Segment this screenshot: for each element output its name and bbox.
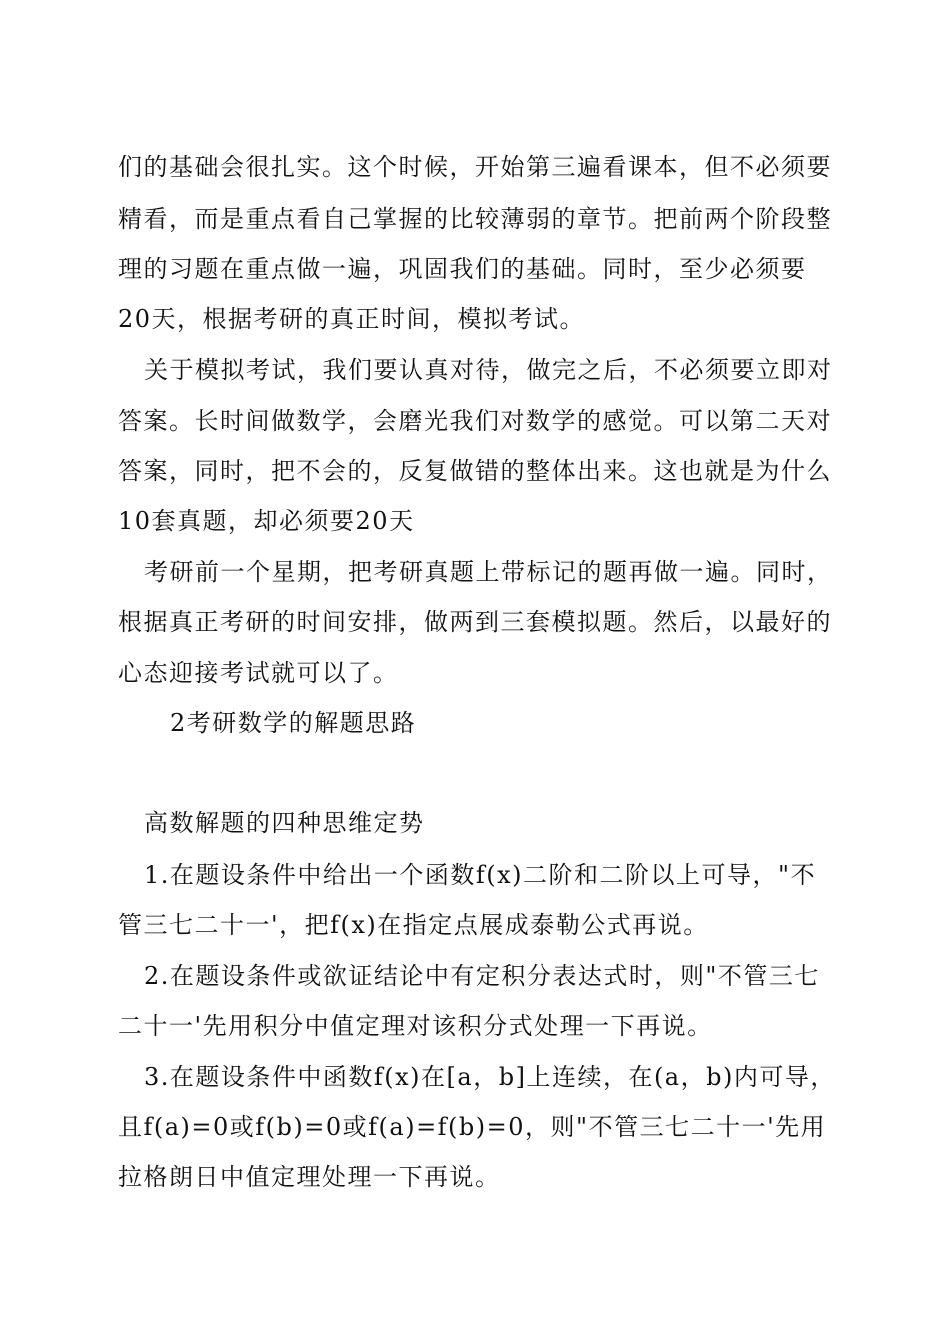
section-heading: 2考研数学的解题思路 (170, 709, 417, 737)
list-item-line: 3.在题设条件中函数f(x)在[a，b]上连续，在(a，b)内可导， (144, 1063, 836, 1091)
text-line: 精看，而是重点看自己掌握的比较薄弱的章节。把前两个阶段整 (118, 205, 832, 233)
text-line: 心态迎接考试就可以了。 (118, 659, 399, 687)
text-line: 们的基础会很扎实。这个时候，开始第三遍看课本，但不必须要 (118, 153, 832, 181)
list-item-line: 2.在题设条件或欲证结论中有定积分表达式时，则"不管三七 (144, 962, 820, 990)
list-item-line: 1.在题设条件中给出一个函数f(x)二阶和二阶以上可导，"不 (144, 861, 817, 889)
text-line: 20天，根据考研的真正时间，模拟考试。 (118, 305, 586, 333)
text-line: 根据真正考研的时间安排，做两到三套模拟题。然后，以最好的 (118, 608, 832, 636)
text-line: 且f(a)=0或f(b)=0或f(a)=f(b)=0，则"不管三七二十一'先用 (118, 1113, 827, 1141)
subsection-heading: 高数解题的四种思维定势 (144, 809, 425, 837)
text-line: 答案，同时，把不会的，反复做错的整体出来。这也就是为什么 (118, 457, 832, 485)
text-line: 答案。长时间做数学，会磨光我们对数学的感觉。可以第二天对 (118, 407, 832, 435)
text-line: 二十一'先用积分中值定理对该积分式处理一下再说。 (118, 1012, 713, 1040)
text-line: 理的习题在重点做一遍，巩固我们的基础。同时，至少必须要 (118, 255, 807, 283)
paragraph-start-line: 考研前一个星期，把考研真题上带标记的题再做一遍。同时， (144, 558, 833, 586)
text-line: 拉格朗日中值定理处理一下再说。 (118, 1163, 501, 1191)
text-line: 管三七二十一'，把f(x)在指定点展成泰勒公式再说。 (118, 911, 709, 939)
text-line: 10套真题，却必须要20天 (118, 507, 415, 535)
paragraph-start-line: 关于模拟考试，我们要认真对待，做完之后，不必须要立即对 (144, 356, 833, 384)
